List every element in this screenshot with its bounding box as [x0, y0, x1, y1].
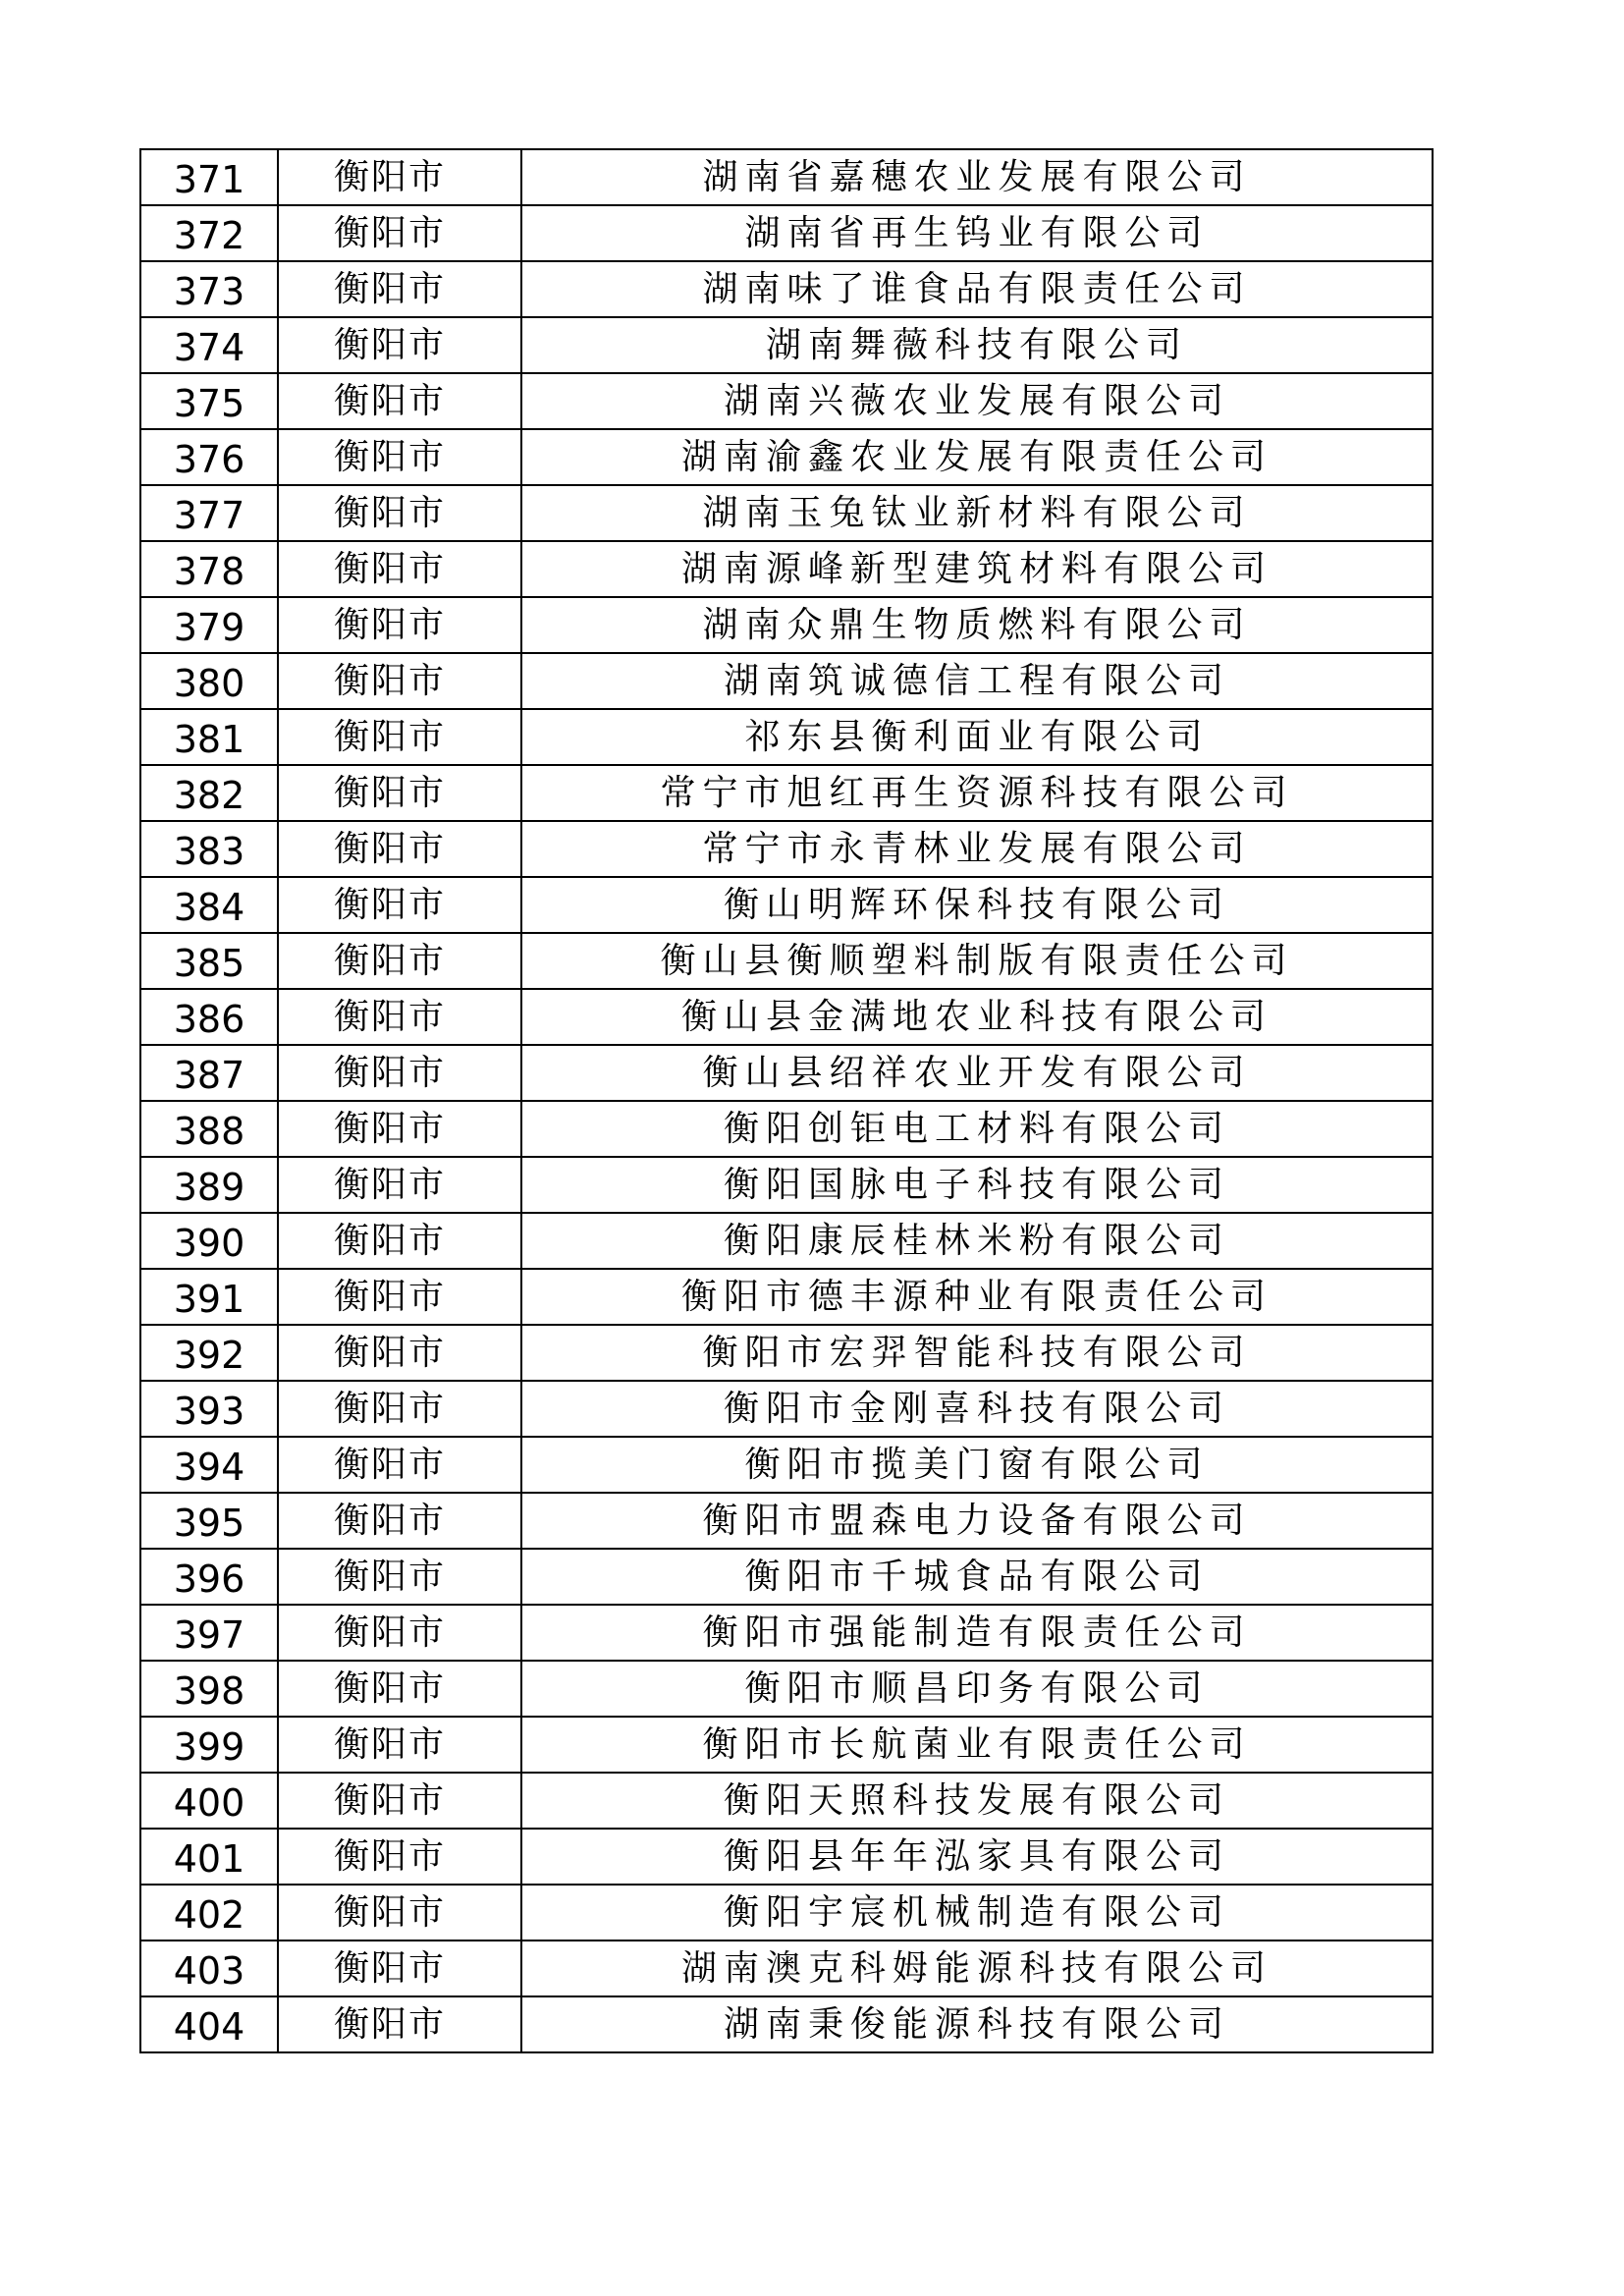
- table-row: [140, 1493, 1433, 1549]
- city-cell: 衡阳市: [278, 205, 521, 261]
- city-cell: 衡阳市: [278, 1045, 521, 1101]
- company-name-cell: 衡阳市盟森电力设备有限公司: [521, 1493, 1433, 1549]
- city-cell: 衡阳市: [278, 765, 521, 821]
- table-row: [140, 149, 1433, 205]
- table-row: [140, 1717, 1433, 1773]
- company-name-cell: 湖南舞薇科技有限公司: [521, 317, 1433, 373]
- company-name-cell: 衡阳国脉电子科技有限公司: [521, 1157, 1433, 1213]
- company-name-cell: 衡山县金满地农业科技有限公司: [521, 989, 1433, 1045]
- table-row: [140, 261, 1433, 317]
- row-number-cell: 404: [140, 1996, 278, 2052]
- table-row: [140, 1605, 1433, 1661]
- row-number-cell: 403: [140, 1941, 278, 1996]
- table-row: [140, 317, 1433, 373]
- table-row: [140, 1941, 1433, 1996]
- city-cell: 衡阳市: [278, 1437, 521, 1493]
- company-name-cell: 衡阳创钜电工材料有限公司: [521, 1101, 1433, 1157]
- row-number-cell: 400: [140, 1773, 278, 1829]
- city-cell: 衡阳市: [278, 1493, 521, 1549]
- row-number-cell: 401: [140, 1829, 278, 1885]
- row-number-cell: 379: [140, 597, 278, 653]
- company-name-cell: 湖南秉俊能源科技有限公司: [521, 1996, 1433, 2052]
- company-name-cell: 湖南省嘉穗农业发展有限公司: [521, 149, 1433, 205]
- city-cell: 衡阳市: [278, 1773, 521, 1829]
- city-cell: 衡阳市: [278, 821, 521, 877]
- company-name-cell: 湖南筑诚德信工程有限公司: [521, 653, 1433, 709]
- company-name-cell: 衡阳康辰桂林米粉有限公司: [521, 1213, 1433, 1269]
- table-row: [140, 1829, 1433, 1885]
- table-row: [140, 597, 1433, 653]
- city-cell: 衡阳市: [278, 1213, 521, 1269]
- row-number-cell: 393: [140, 1381, 278, 1437]
- row-number-cell: 372: [140, 205, 278, 261]
- row-number-cell: 385: [140, 933, 278, 989]
- table-body: [140, 149, 1433, 2052]
- company-name-cell: 衡山明辉环保科技有限公司: [521, 877, 1433, 933]
- company-name-cell: 衡阳市顺昌印务有限公司: [521, 1661, 1433, 1717]
- company-name-cell: 常宁市旭红再生资源科技有限公司: [521, 765, 1433, 821]
- company-name-cell: 衡阳市长航菌业有限责任公司: [521, 1717, 1433, 1773]
- row-number-cell: 381: [140, 709, 278, 765]
- company-name-cell: 湖南玉兔钛业新材料有限公司: [521, 485, 1433, 541]
- row-number-cell: 383: [140, 821, 278, 877]
- company-name-cell: 衡阳市金刚喜科技有限公司: [521, 1381, 1433, 1437]
- row-number-cell: 392: [140, 1325, 278, 1381]
- table-row: [140, 1269, 1433, 1325]
- table-row: [140, 1549, 1433, 1605]
- city-cell: 衡阳市: [278, 1661, 521, 1717]
- city-cell: 衡阳市: [278, 1996, 521, 2052]
- city-cell: 衡阳市: [278, 1101, 521, 1157]
- row-number-cell: 384: [140, 877, 278, 933]
- city-cell: 衡阳市: [278, 1157, 521, 1213]
- city-cell: 衡阳市: [278, 1325, 521, 1381]
- row-number-cell: 398: [140, 1661, 278, 1717]
- table-row: [140, 877, 1433, 933]
- table-row: [140, 709, 1433, 765]
- city-cell: 衡阳市: [278, 597, 521, 653]
- table-row: [140, 1437, 1433, 1493]
- table-row: [140, 485, 1433, 541]
- row-number-cell: 388: [140, 1101, 278, 1157]
- city-cell: 衡阳市: [278, 1717, 521, 1773]
- company-name-cell: 衡阳市千城食品有限公司: [521, 1549, 1433, 1605]
- company-name-cell: 衡阳市强能制造有限责任公司: [521, 1605, 1433, 1661]
- city-cell: 衡阳市: [278, 933, 521, 989]
- city-cell: 衡阳市: [278, 1269, 521, 1325]
- row-number-cell: 371: [140, 149, 278, 205]
- company-name-cell: 湖南省再生钨业有限公司: [521, 205, 1433, 261]
- city-cell: 衡阳市: [278, 877, 521, 933]
- company-name-cell: 衡山县衡顺塑料制版有限责任公司: [521, 933, 1433, 989]
- company-name-cell: 衡阳县年年泓家具有限公司: [521, 1829, 1433, 1885]
- city-cell: 衡阳市: [278, 1829, 521, 1885]
- table-row: [140, 765, 1433, 821]
- table-row: [140, 1213, 1433, 1269]
- row-number-cell: 389: [140, 1157, 278, 1213]
- company-name-cell: 衡阳市揽美门窗有限公司: [521, 1437, 1433, 1493]
- city-cell: 衡阳市: [278, 373, 521, 429]
- row-number-cell: 397: [140, 1605, 278, 1661]
- row-number-cell: 394: [140, 1437, 278, 1493]
- company-name-cell: 湖南众鼎生物质燃料有限公司: [521, 597, 1433, 653]
- row-number-cell: 395: [140, 1493, 278, 1549]
- city-cell: 衡阳市: [278, 1381, 521, 1437]
- company-name-cell: 常宁市永青林业发展有限公司: [521, 821, 1433, 877]
- company-name-cell: 衡阳市德丰源种业有限责任公司: [521, 1269, 1433, 1325]
- row-number-cell: 396: [140, 1549, 278, 1605]
- company-name-cell: 湖南源峰新型建筑材料有限公司: [521, 541, 1433, 597]
- city-cell: 衡阳市: [278, 485, 521, 541]
- city-cell: 衡阳市: [278, 261, 521, 317]
- table-row: [140, 1773, 1433, 1829]
- company-name-cell: 祁东县衡利面业有限公司: [521, 709, 1433, 765]
- table-row: [140, 1381, 1433, 1437]
- company-list-table: [139, 148, 1434, 2053]
- table-row: [140, 1661, 1433, 1717]
- city-cell: 衡阳市: [278, 541, 521, 597]
- table-row: [140, 989, 1433, 1045]
- row-number-cell: 387: [140, 1045, 278, 1101]
- city-cell: 衡阳市: [278, 1885, 521, 1941]
- row-number-cell: 390: [140, 1213, 278, 1269]
- city-cell: 衡阳市: [278, 317, 521, 373]
- table-row: [140, 821, 1433, 877]
- row-number-cell: 377: [140, 485, 278, 541]
- table-row: [140, 1885, 1433, 1941]
- city-cell: 衡阳市: [278, 1605, 521, 1661]
- row-number-cell: 373: [140, 261, 278, 317]
- company-name-cell: 衡阳宇宸机械制造有限公司: [521, 1885, 1433, 1941]
- row-number-cell: 386: [140, 989, 278, 1045]
- row-number-cell: 378: [140, 541, 278, 597]
- table-row: [140, 373, 1433, 429]
- row-number-cell: 380: [140, 653, 278, 709]
- table-row: [140, 1045, 1433, 1101]
- table-row: [140, 1325, 1433, 1381]
- city-cell: 衡阳市: [278, 429, 521, 485]
- row-number-cell: 375: [140, 373, 278, 429]
- row-number-cell: 376: [140, 429, 278, 485]
- table-row: [140, 541, 1433, 597]
- company-name-cell: 衡山县绍祥农业开发有限公司: [521, 1045, 1433, 1101]
- row-number-cell: 402: [140, 1885, 278, 1941]
- company-name-cell: 湖南澳克科姆能源科技有限公司: [521, 1941, 1433, 1996]
- row-number-cell: 391: [140, 1269, 278, 1325]
- city-cell: 衡阳市: [278, 989, 521, 1045]
- city-cell: 衡阳市: [278, 709, 521, 765]
- city-cell: 衡阳市: [278, 1941, 521, 1996]
- company-name-cell: 湖南渝鑫农业发展有限责任公司: [521, 429, 1433, 485]
- table-row: [140, 1101, 1433, 1157]
- company-name-cell: 衡阳天照科技发展有限公司: [521, 1773, 1433, 1829]
- table-row: [140, 653, 1433, 709]
- city-cell: 衡阳市: [278, 1549, 521, 1605]
- city-cell: 衡阳市: [278, 149, 521, 205]
- table-row: [140, 1157, 1433, 1213]
- table-row: [140, 429, 1433, 485]
- row-number-cell: 374: [140, 317, 278, 373]
- company-name-cell: 衡阳市宏羿智能科技有限公司: [521, 1325, 1433, 1381]
- city-cell: 衡阳市: [278, 653, 521, 709]
- table-row: [140, 205, 1433, 261]
- company-name-cell: 湖南兴薇农业发展有限公司: [521, 373, 1433, 429]
- table-row: [140, 1996, 1433, 2052]
- table-row: [140, 933, 1433, 989]
- row-number-cell: 382: [140, 765, 278, 821]
- company-name-cell: 湖南味了谁食品有限责任公司: [521, 261, 1433, 317]
- row-number-cell: 399: [140, 1717, 278, 1773]
